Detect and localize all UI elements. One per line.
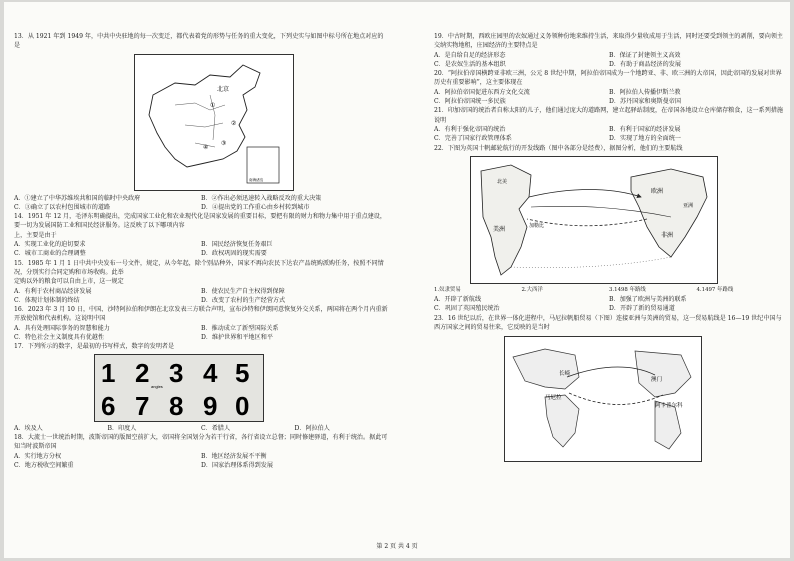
q22-option-a[interactable]: A．开辟了新航线 <box>434 296 482 304</box>
q22-legend-1: 1.奴隶贸易 <box>434 286 461 293</box>
q22-map-figure <box>470 156 718 284</box>
q13-options <box>14 194 388 213</box>
digit-4: 4 <box>203 357 218 388</box>
map23-label-manila: 马尼拉 <box>545 395 562 402</box>
question-16-stem: 16．2023 年 3 月 10 日，中国、沙特阿拉伯和伊朗在北京发表三方联合声明，宣布沙特和伊朗同意恢复外交关系，两国将在两个月内重新开放使馆和代表机构。这说明中国 <box>14 306 388 323</box>
map-label-3: ③ <box>221 139 227 147</box>
q13-option-c[interactable]: C．③确立了以农村包围城市的道路 <box>14 203 111 211</box>
q18-options <box>14 452 388 471</box>
q17-option-b[interactable]: B．印度人 <box>107 424 137 432</box>
q16-option-a[interactable]: A．具有处理国际事务的智慧和能力 <box>14 324 110 332</box>
question-23-stem: 23．16 世纪以后，在世界一体化进程中，马尼拉帆船贸易（下图）连接亚洲与美洲的贸易，这一贸易航线是 16—19 世纪中国与西方国家之间的贸易往来，它反映的是当时 <box>434 314 782 332</box>
q18-option-d[interactable]: D．国家治理体系得到发展 <box>201 461 273 469</box>
question-17-stem: 17．下列所示的数字，是最初的书写样式，数字的发明者是 <box>14 343 175 351</box>
question-15-stem: 15．1985 年 1 月 1 日中共中央发布一号文件，规定，从今年起，除个别品种外，国家不再向农民下达农产品统购派购任务，按照不同情况，分别实行合同定购和市场收购。此举 <box>14 259 384 276</box>
q13-option-b[interactable]: B．②作出必须迅速转入战略反攻的重大决策 <box>201 194 322 202</box>
q18-option-c[interactable]: C．地方税收空间繁重 <box>14 461 74 469</box>
map22-label-africa: 非洲 <box>661 231 674 239</box>
q23-map-figure <box>504 336 702 462</box>
q14-option-c[interactable]: C．城市工商业的合理调整 <box>14 250 86 258</box>
right-column <box>434 32 784 462</box>
angle-digits <box>95 355 263 421</box>
map-label-beijing: 北京 <box>217 85 230 93</box>
q17-digits-figure <box>94 354 264 422</box>
q22-option-d[interactable]: D．开辟了新的贸易通道 <box>609 305 675 313</box>
question-13-stem: 13．从 1921 年到 1949 年，中共中央驻地的每一次变迁，都代表着党的形势与任务的重大变化，下列史实与如图中标号所在地点对应的是 <box>14 33 384 50</box>
map22-label-asia: 亚洲 <box>683 202 694 209</box>
map-label-4: ④ <box>203 143 209 151</box>
q22-options <box>434 295 784 314</box>
digit-1: 1 <box>101 357 116 388</box>
africa-europe-shape <box>631 169 707 257</box>
question-22-stem: 22．下图为英国十帆邮轮航行的开发线路（图中各部分是经费），据图分析，他们的主要航线 <box>434 144 683 152</box>
q19-options <box>434 51 784 70</box>
map-label-2: ② <box>231 119 237 127</box>
q19-option-d[interactable]: D．有助于商品经济的发展 <box>609 60 681 68</box>
world-trade-map <box>505 337 701 461</box>
q15-option-c[interactable]: C．体现计划体制的终结 <box>14 296 80 304</box>
question-18-stem: 18．大流士一世统治时期，波斯帝国的版图空前扩大，帝国将全国划分为若干行省，各行省设立总督；同时修建驿道，有利于统治。据此可知当时波斯帝国 <box>14 433 388 451</box>
q20-option-c[interactable]: C．阿拉伯帝国统一多民族 <box>434 98 506 106</box>
digit-8: 8 <box>169 390 184 421</box>
question-14-tail: 上，主要是由于 <box>14 231 57 239</box>
q16-option-b[interactable]: B．推动成立了新型国际关系 <box>201 324 279 332</box>
q14-option-a[interactable]: A．实现工业化的迫切要求 <box>14 241 86 249</box>
map22-label-caribbean: 加勒比 <box>529 222 545 229</box>
q21-options <box>434 125 784 144</box>
q20-option-d[interactable]: D．苏丹国家和奥斯曼帝国 <box>609 98 681 106</box>
q22-option-b[interactable]: B．加强了欧洲与美洲的联系 <box>609 296 687 304</box>
map23-label-macau: 澳门 <box>651 377 663 384</box>
question-20-stem: 20．“阿拉伯帝国横跨亚非欧三洲，公元 8 世纪中期，阿拉伯帝国成为一个地跨亚、非、欧三洲的大帝国，因此帝国的发展对世界历史有重要影响”，这主要体现在 <box>434 70 782 87</box>
q20-option-a[interactable]: A．阿拉伯帝国促进东西方文化交流 <box>434 88 530 96</box>
q22-legend-2: 2.大西洋 <box>521 286 543 293</box>
atlantic-trade-map <box>471 157 717 283</box>
q20-options <box>434 88 784 107</box>
q17-option-a[interactable]: A．埃及人 <box>14 424 43 432</box>
digit-2: 2 <box>135 357 150 388</box>
page-footer: 第 2 页 共 4 页 <box>376 543 418 550</box>
q20-option-b[interactable]: B．阿拉伯人传播伊斯兰教 <box>609 88 681 96</box>
q16-option-c[interactable]: C．特色社会主义制度具有优越性 <box>14 334 104 342</box>
question-15-tail: 定购以外的粮食可以自由上市，这一规定 <box>14 278 124 286</box>
digit-3: 3 <box>169 357 184 388</box>
q16-options <box>14 324 388 343</box>
question-14-stem: 14．1951 年 12 月，毛泽东明确提出，完成国家工业化和农业现代化是国家发展的重要目标，要把有限的财力和物力集中用于重点建设，要一切为发展国防工业和国民经济服务。这反映了以下哪项内容 <box>14 213 386 230</box>
digit-9: 9 <box>203 390 218 421</box>
q15-options <box>14 287 388 306</box>
q16-option-d[interactable]: D．维护世界和平地区和平 <box>201 334 273 342</box>
map22-label-north: 北美 <box>497 178 508 185</box>
china-map <box>135 55 293 190</box>
digit-5: 5 <box>235 357 250 388</box>
digit-7: 7 <box>135 390 150 421</box>
question-21-stem: 21．印加帝国的统治者自称太阳的儿子，他们通过庞大的道路网，建立起驿站制度，在帝国各地设立仓库储存粮食，这一系列措施说明 <box>434 107 784 124</box>
map22-label-europe: 欧洲 <box>651 187 664 195</box>
q22-legend <box>434 286 784 295</box>
q21-option-d[interactable]: D．实现了地方的全面统一 <box>609 135 681 143</box>
q21-option-c[interactable]: C．完善了国家行政管理体系 <box>434 135 512 143</box>
q19-option-c[interactable]: C．是农奴生活的基本组织 <box>434 60 506 68</box>
q17-option-d[interactable]: D．阿拉伯人 <box>294 424 330 432</box>
q17-options <box>14 424 388 433</box>
q15-option-a[interactable]: A．有利于农村商品经济发展 <box>14 287 92 295</box>
digit-6: 6 <box>101 390 116 421</box>
map23-label-nagasaki: 长崎 <box>559 371 571 378</box>
map-label-1: ① <box>210 101 216 109</box>
q14-option-b[interactable]: B．国民经济恢复任务艰巨 <box>201 241 273 249</box>
map23-label-acapulco: 阿卡普尔科 <box>655 403 683 410</box>
map-label-inset: 南海诸岛 <box>249 177 264 182</box>
left-column <box>14 32 388 470</box>
q17-option-c[interactable]: C．希腊人 <box>201 424 231 432</box>
map22-label-americas: 美洲 <box>493 225 506 233</box>
exam-page <box>4 2 790 558</box>
q15-option-d[interactable]: D．改变了农村的生产经营方式 <box>201 296 286 304</box>
q14-options <box>14 240 388 259</box>
q18-option-a[interactable]: A．实行地方分权 <box>14 452 62 460</box>
q13-option-d[interactable]: D．④提出党的工作重心由乡村转到城市 <box>201 203 310 211</box>
q19-option-b[interactable]: B．保证了封建领主义高效 <box>609 51 681 59</box>
q21-option-a[interactable]: A．有利于强化帝国的统治 <box>434 125 506 133</box>
q22-legend-3: 3.1498 年路线 <box>609 286 646 293</box>
q21-option-b[interactable]: B．有利于国家的经济发展 <box>609 125 681 133</box>
q18-option-b[interactable]: B．地区经济发展不平衡 <box>201 452 267 460</box>
q19-option-a[interactable]: A．是自给自足的经济形态 <box>434 51 506 59</box>
digit-caption: angles <box>151 383 163 389</box>
q14-option-d[interactable]: D．政权巩固的现实需要 <box>201 250 267 258</box>
digit-0: 0 <box>235 390 250 421</box>
q22-legend-4: 4.1497 年路线 <box>696 286 734 293</box>
q13-map-figure <box>134 54 294 191</box>
q22-option-c[interactable]: C．巩固了英国殖民统治 <box>434 305 500 313</box>
corner-mark <box>780 4 782 10</box>
q13-option-a[interactable]: A．①建立了中华苏维埃共和国的临时中央政府 <box>14 194 141 202</box>
question-19-stem: 19．中古时期，西欧庄园里的农奴通过义务领种份地来维持生活，来取得少量收成用于生活，同时还要受到领主的剥削，要向领主交纳实物地租，庄园经济的主要特点是 <box>434 33 784 50</box>
q15-option-b[interactable]: B．使农民生产自主权得到保障 <box>201 287 285 295</box>
